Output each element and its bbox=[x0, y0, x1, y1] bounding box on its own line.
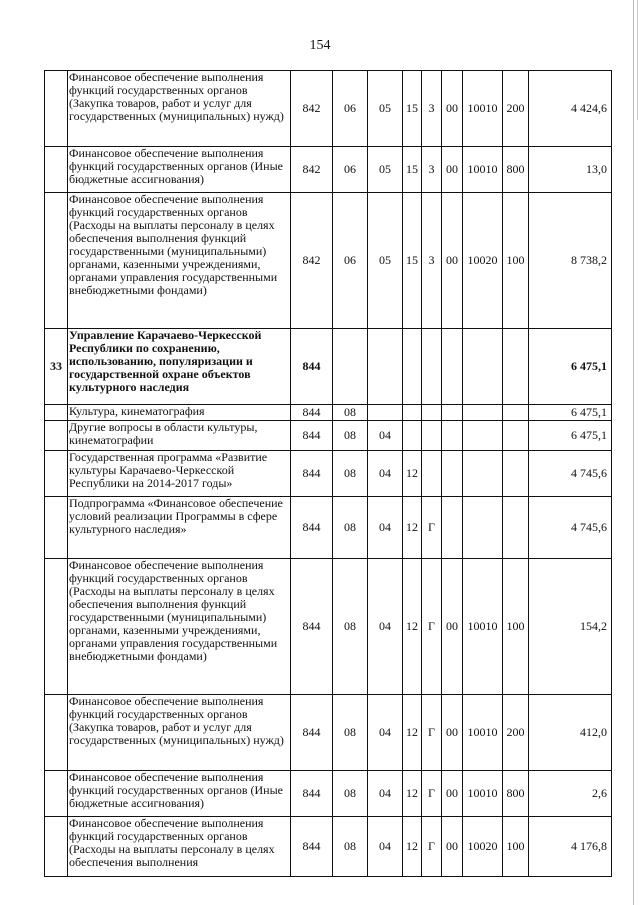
amount-cell: 412,0 bbox=[529, 695, 612, 771]
row-name-cell: Финансовое обеспечение выполнения функций государственных органов (Иные бюджетные ассигнования) bbox=[68, 147, 291, 193]
row-name-cell: Подпрограмма «Финансовое обеспечение условий реализации Программы в сфере культурного наследия» bbox=[68, 497, 291, 559]
code-direction-cell: 00 bbox=[442, 695, 463, 771]
code-article-cell: 10010 bbox=[463, 147, 503, 193]
code-section-cell: 08 bbox=[333, 695, 368, 771]
code-direction-cell: 00 bbox=[442, 147, 463, 193]
amount-cell: 4 176,8 bbox=[529, 817, 612, 877]
table-row bbox=[45, 329, 612, 405]
code-subsection-cell: 04 bbox=[368, 771, 403, 817]
code-gr-cell: 844 bbox=[291, 695, 333, 771]
code-article-cell: 10020 bbox=[463, 817, 503, 877]
code-expense-type-cell: 800 bbox=[503, 771, 529, 817]
code-gr-cell: 842 bbox=[291, 147, 333, 193]
code-expense-type-cell: 200 bbox=[503, 695, 529, 771]
code-section-cell: 06 bbox=[333, 147, 368, 193]
row-number-cell bbox=[45, 559, 68, 695]
code-subprogram-cell bbox=[422, 329, 442, 405]
code-expense-type-cell bbox=[503, 329, 529, 405]
code-section-cell: 08 bbox=[333, 421, 368, 451]
row-name-cell: Финансовое обеспечение выполнения функций государственных органов (Расходы на выплаты персоналу в целях обеспечения выполнения bbox=[68, 817, 291, 877]
code-program-cell bbox=[403, 329, 422, 405]
code-article-cell bbox=[463, 497, 503, 559]
code-expense-type-cell: 800 bbox=[503, 147, 529, 193]
code-subsection-cell: 04 bbox=[368, 497, 403, 559]
code-expense-type-cell: 100 bbox=[503, 559, 529, 695]
code-direction-cell: 00 bbox=[442, 817, 463, 877]
row-number-cell bbox=[45, 193, 68, 329]
row-number-cell bbox=[45, 817, 68, 877]
code-subprogram-cell: 3 bbox=[422, 147, 442, 193]
budget-table-body bbox=[45, 71, 612, 877]
code-direction-cell: 00 bbox=[442, 193, 463, 329]
code-gr-cell: 844 bbox=[291, 497, 333, 559]
code-subsection-cell bbox=[368, 329, 403, 405]
code-expense-type-cell bbox=[503, 405, 529, 421]
code-program-cell: 12 bbox=[403, 559, 422, 695]
code-program-cell bbox=[403, 405, 422, 421]
code-direction-cell bbox=[442, 497, 463, 559]
code-article-cell bbox=[463, 329, 503, 405]
code-subsection-cell: 04 bbox=[368, 451, 403, 497]
code-program-cell: 15 bbox=[403, 193, 422, 329]
code-subprogram-cell bbox=[422, 405, 442, 421]
budget-table bbox=[44, 70, 612, 877]
code-direction-cell bbox=[442, 421, 463, 451]
code-gr-cell: 844 bbox=[291, 817, 333, 877]
row-number-cell bbox=[45, 771, 68, 817]
code-subsection-cell: 04 bbox=[368, 817, 403, 877]
code-section-cell: 08 bbox=[333, 451, 368, 497]
amount-cell: 13,0 bbox=[529, 147, 612, 193]
code-section-cell: 08 bbox=[333, 405, 368, 421]
code-article-cell bbox=[463, 451, 503, 497]
table-row bbox=[45, 695, 612, 771]
code-program-cell: 12 bbox=[403, 695, 422, 771]
code-subprogram-cell: Г bbox=[422, 559, 442, 695]
row-number-cell bbox=[45, 695, 68, 771]
table-row bbox=[45, 451, 612, 497]
scan-edge-line-secondary bbox=[637, 0, 638, 120]
table-row bbox=[45, 147, 612, 193]
code-subprogram-cell: Г bbox=[422, 695, 442, 771]
table-row bbox=[45, 421, 612, 451]
table-row bbox=[45, 559, 612, 695]
amount-cell: 4 424,6 bbox=[529, 71, 612, 147]
row-number-cell bbox=[45, 147, 68, 193]
row-number-cell bbox=[45, 497, 68, 559]
code-section-cell: 08 bbox=[333, 817, 368, 877]
code-expense-type-cell bbox=[503, 451, 529, 497]
code-subsection-cell bbox=[368, 405, 403, 421]
code-subprogram-cell bbox=[422, 421, 442, 451]
code-subprogram-cell: 3 bbox=[422, 71, 442, 147]
code-expense-type-cell: 100 bbox=[503, 817, 529, 877]
code-article-cell: 10010 bbox=[463, 71, 503, 147]
table-row bbox=[45, 405, 612, 421]
code-article-cell: 10010 bbox=[463, 559, 503, 695]
code-direction-cell bbox=[442, 405, 463, 421]
row-name-cell: Управление Карачаево-Черкесской Республики по сохранению, использованию, популяризации и государственной охране объектов культурного наследия bbox=[68, 329, 291, 405]
code-article-cell: 10010 bbox=[463, 695, 503, 771]
code-direction-cell: 00 bbox=[442, 559, 463, 695]
row-name-cell: Другие вопросы в области культуры, кинематографии bbox=[68, 421, 291, 451]
code-gr-cell: 842 bbox=[291, 71, 333, 147]
row-number-cell bbox=[45, 421, 68, 451]
table-row bbox=[45, 71, 612, 147]
amount-cell: 6 475,1 bbox=[529, 405, 612, 421]
code-direction-cell: 00 bbox=[442, 771, 463, 817]
code-subprogram-cell: Г bbox=[422, 817, 442, 877]
code-subprogram-cell: 3 bbox=[422, 193, 442, 329]
code-direction-cell: 00 bbox=[442, 71, 463, 147]
code-program-cell: 12 bbox=[403, 771, 422, 817]
row-name-cell: Финансовое обеспечение выполнения функций государственных органов (Расходы на выплаты персоналу в целях обеспечения выполнения функций государственными (муниципальными) органами, казенными учреждениями, органами управления государственными внебюджетными фондами) bbox=[68, 559, 291, 695]
amount-cell: 2,6 bbox=[529, 771, 612, 817]
amount-cell: 8 738,2 bbox=[529, 193, 612, 329]
code-gr-cell: 844 bbox=[291, 771, 333, 817]
code-direction-cell bbox=[442, 451, 463, 497]
row-name-cell: Культура, кинематография bbox=[68, 405, 291, 421]
code-program-cell: 15 bbox=[403, 71, 422, 147]
code-article-cell bbox=[463, 421, 503, 451]
code-gr-cell: 844 bbox=[291, 451, 333, 497]
code-section-cell: 08 bbox=[333, 497, 368, 559]
code-gr-cell: 844 bbox=[291, 329, 333, 405]
amount-cell: 6 475,1 bbox=[529, 421, 612, 451]
amount-cell: 6 475,1 bbox=[529, 329, 612, 405]
row-number-cell bbox=[45, 71, 68, 147]
code-program-cell: 12 bbox=[403, 817, 422, 877]
code-expense-type-cell: 100 bbox=[503, 193, 529, 329]
code-article-cell: 10010 bbox=[463, 771, 503, 817]
code-gr-cell: 844 bbox=[291, 559, 333, 695]
page-number: 154 bbox=[309, 38, 331, 53]
row-name-cell: Финансовое обеспечение выполнения функций государственных органов (Расходы на выплаты персоналу в целях обеспечения выполнения функций государственными (муниципальными) органами, казенными учреждениями, органами управления государственными внебюджетными фондами) bbox=[68, 193, 291, 329]
code-section-cell: 06 bbox=[333, 193, 368, 329]
code-gr-cell: 842 bbox=[291, 193, 333, 329]
table-row bbox=[45, 497, 612, 559]
code-direction-cell bbox=[442, 329, 463, 405]
code-section-cell bbox=[333, 329, 368, 405]
row-number-cell bbox=[45, 405, 68, 421]
code-subsection-cell: 05 bbox=[368, 71, 403, 147]
code-subsection-cell: 04 bbox=[368, 559, 403, 695]
code-program-cell: 12 bbox=[403, 451, 422, 497]
code-expense-type-cell: 200 bbox=[503, 71, 529, 147]
row-name-cell: Финансовое обеспечение выполнения функций государственных органов (Закупка товаров, работ и услуг для государственных (муниципальных) нужд) bbox=[68, 695, 291, 771]
code-program-cell: 12 bbox=[403, 497, 422, 559]
code-gr-cell: 844 bbox=[291, 405, 333, 421]
code-section-cell: 06 bbox=[333, 71, 368, 147]
amount-cell: 4 745,6 bbox=[529, 497, 612, 559]
code-subprogram-cell: Г bbox=[422, 771, 442, 817]
code-subprogram-cell bbox=[422, 451, 442, 497]
amount-cell: 154,2 bbox=[529, 559, 612, 695]
code-expense-type-cell bbox=[503, 421, 529, 451]
code-subprogram-cell: Г bbox=[422, 497, 442, 559]
code-program-cell: 15 bbox=[403, 147, 422, 193]
code-section-cell: 08 bbox=[333, 559, 368, 695]
row-name-cell: Государственная программа «Развитие культуры Карачаево-Черкесской Республики на 2014-2017 годы» bbox=[68, 451, 291, 497]
table-row bbox=[45, 771, 612, 817]
scan-edge-line bbox=[633, 0, 634, 905]
code-subsection-cell: 04 bbox=[368, 695, 403, 771]
code-section-cell: 08 bbox=[333, 771, 368, 817]
amount-cell: 4 745,6 bbox=[529, 451, 612, 497]
code-article-cell: 10020 bbox=[463, 193, 503, 329]
row-name-cell: Финансовое обеспечение выполнения функций государственных органов (Иные бюджетные ассигнования) bbox=[68, 771, 291, 817]
code-subsection-cell: 04 bbox=[368, 421, 403, 451]
code-program-cell bbox=[403, 421, 422, 451]
code-subsection-cell: 05 bbox=[368, 193, 403, 329]
row-number-cell bbox=[45, 451, 68, 497]
code-article-cell bbox=[463, 405, 503, 421]
code-subsection-cell: 05 bbox=[368, 147, 403, 193]
row-name-cell: Финансовое обеспечение выполнения функций государственных органов (Закупка товаров, работ и услуг для государственных (муниципальных) нужд) bbox=[68, 71, 291, 147]
code-expense-type-cell bbox=[503, 497, 529, 559]
table-row bbox=[45, 817, 612, 877]
table-row bbox=[45, 193, 612, 329]
code-gr-cell: 844 bbox=[291, 421, 333, 451]
row-number-cell: 33 bbox=[45, 329, 68, 405]
